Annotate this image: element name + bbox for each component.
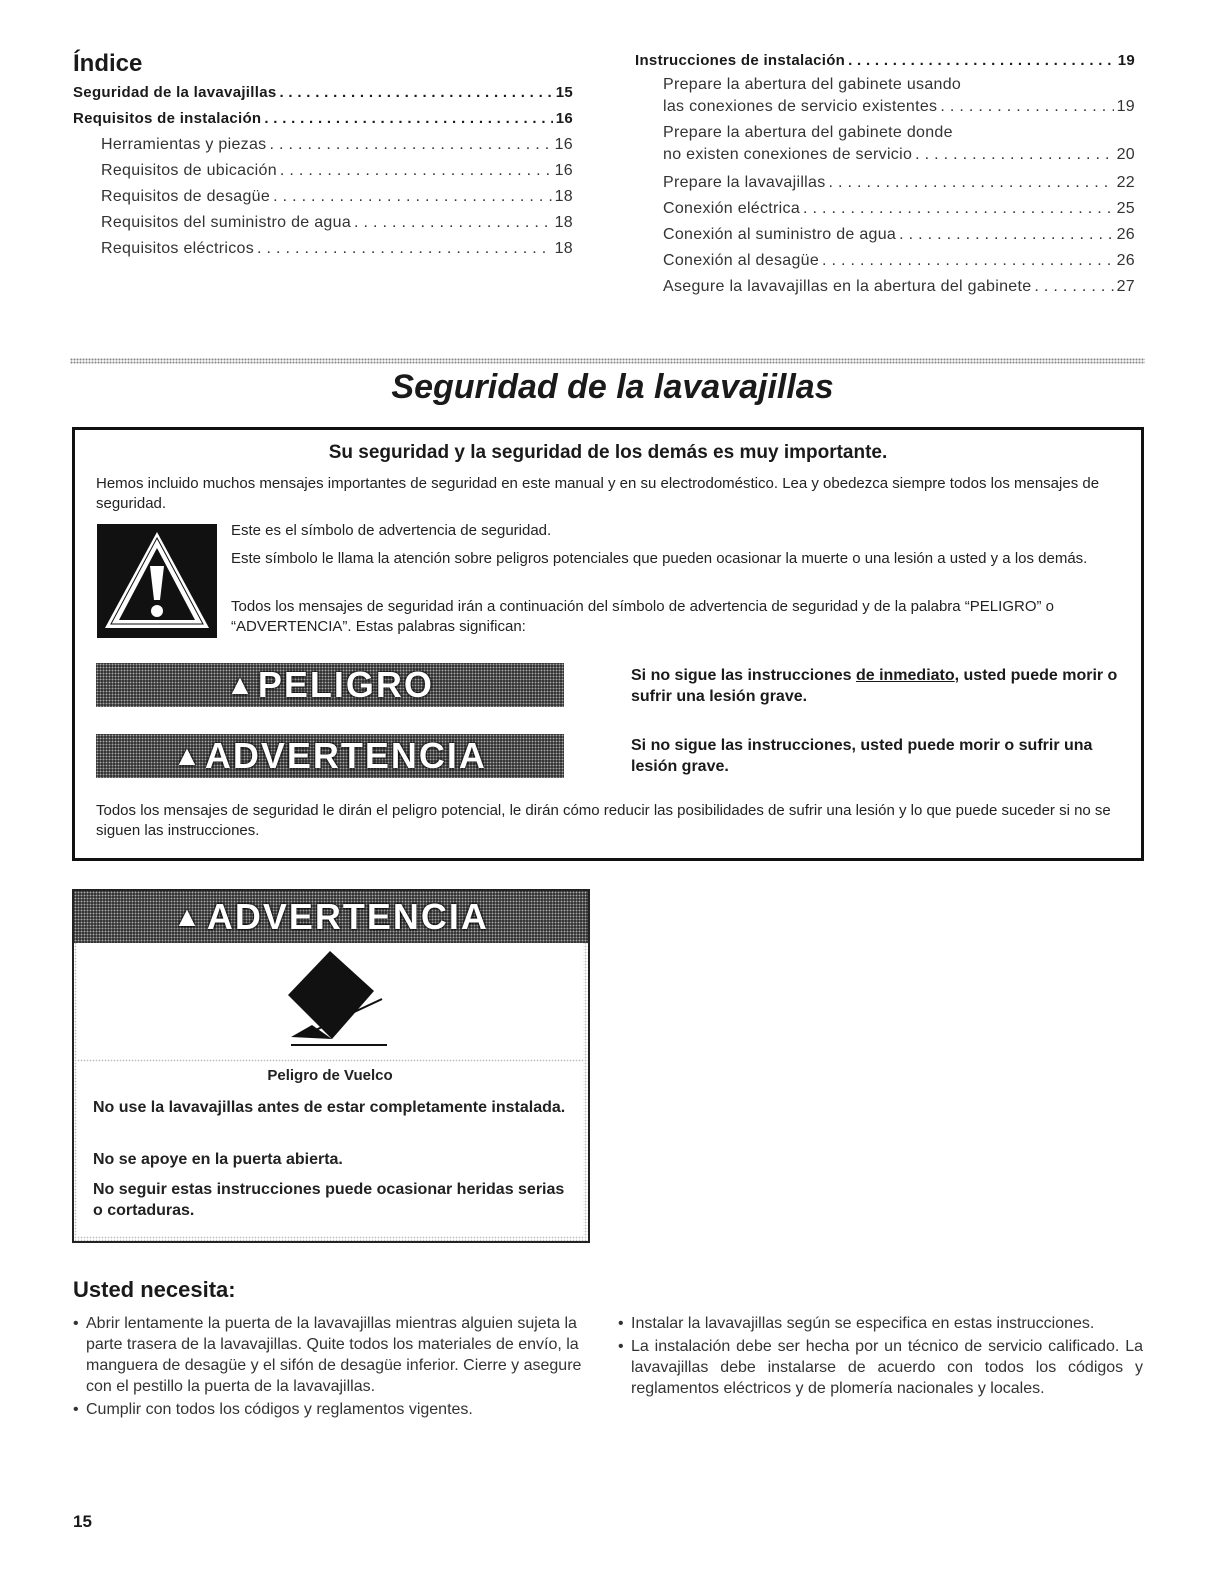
hazard-title: Peligro de Vuelco: [267, 1067, 393, 1084]
toc-item-label: Seguridad de la lavavajillas: [73, 84, 277, 101]
toc-item[interactable]: [73, 236, 573, 262]
toc-item-page: 20: [1116, 146, 1135, 163]
needs-heading: Usted necesita:: [73, 1277, 236, 1302]
needs-right-column: [618, 1313, 1143, 1401]
toc-item-label-line2: las conexiones de servicio existentes: [663, 98, 938, 115]
toc-item[interactable]: [635, 122, 1135, 170]
safety-symbol-text: Este es el símbolo de advertencia de seguridad.: [231, 522, 552, 539]
toc-item[interactable]: [73, 184, 573, 210]
warning-line: No seguir estas instrucciones puede ocasionar heridas serias o cortaduras.: [93, 1181, 565, 1219]
toc-item[interactable]: [635, 222, 1135, 248]
toc-left-column: [73, 80, 573, 262]
alert-triangle-icon: ▲: [226, 669, 256, 700]
toc-item-page: 16: [555, 110, 573, 127]
toc-item-label: Requisitos de instalación: [73, 110, 262, 127]
tip-over-graphic: [77, 943, 583, 1059]
toc-right-column: [635, 48, 1135, 300]
warning-label: ADVERTENCIA: [204, 735, 487, 776]
toc-heading: Índice: [73, 50, 143, 77]
tip-over-icon: [77, 943, 583, 1059]
danger-emphasis: de inmediato: [855, 667, 955, 684]
safety-info-box: [72, 427, 1144, 861]
toc-item-label: Instrucciones de instalación: [635, 52, 846, 69]
alert-triangle-icon: ▲: [173, 901, 203, 932]
toc-item-label-line1: Prepare la abertura del gabinete donde: [663, 124, 953, 141]
toc-item-page: 16: [554, 162, 573, 179]
safety-signal-words-text: Todos los mensajes de seguridad irán a continuación del símbolo de advertencia de seguridad y de la palabra “PELIGRO” o “ADVERTENCIA”. Estas palabras significan:: [231, 598, 1054, 635]
needs-left-column: [73, 1313, 593, 1422]
danger-description: Si no sigue las instrucciones de inmediato, usted puede morir o sufrir una lesión grave.: [631, 667, 1118, 705]
warning-body: [77, 1062, 583, 1236]
toc-item-label: Requisitos de desagüe: [101, 188, 271, 205]
toc-item[interactable]: [635, 74, 1135, 122]
toc-item-label: Requisitos eléctricos: [101, 240, 255, 257]
toc-item[interactable]: [635, 248, 1135, 274]
safety-alert-icon: [97, 524, 217, 638]
toc-item-label: Conexión al desagüe: [663, 252, 820, 269]
toc-item[interactable]: [635, 48, 1135, 74]
toc-item-label: Conexión eléctrica: [663, 200, 801, 217]
section-title: Seguridad de la lavavajillas: [391, 368, 834, 406]
danger-signal-banner: [96, 663, 564, 707]
toc-item-label: Requisitos de ubicación: [101, 162, 277, 179]
toc-item-page: 26: [1116, 252, 1135, 269]
alert-triangle-icon: ▲: [173, 740, 203, 771]
toc-item-page: 22: [1116, 174, 1135, 191]
toc-item-page: 19: [1117, 52, 1135, 69]
toc-item[interactable]: [635, 170, 1135, 196]
page-number: 15: [73, 1512, 92, 1531]
toc-item[interactable]: [73, 132, 573, 158]
warning-header: [74, 891, 588, 943]
needs-item: • La instalación debe ser hecha por un técnico de servicio calificado. La lavavajillas debe instalarse de acuerdo con todos los códigos y reglamentos eléctricos y de plomería nacionales y locales.: [618, 1336, 1143, 1399]
toc-item[interactable]: [73, 210, 573, 236]
needs-item: • Cumplir con todos los códigos y reglamentos vigentes.: [73, 1399, 593, 1420]
toc-item-label-line1: Prepare la abertura del gabinete usando: [663, 76, 962, 93]
toc-item[interactable]: [73, 158, 573, 184]
safety-heading: Su seguridad y la seguridad de los demás es muy importante.: [328, 442, 888, 463]
toc-item[interactable]: [73, 80, 573, 106]
toc-item-page: 16: [554, 136, 573, 153]
needs-item: • Instalar la lavavajillas según se especifica en estas instrucciones.: [618, 1313, 1143, 1334]
toc-item-label: Asegure la lavavajillas en la abertura del gabinete: [663, 278, 1032, 295]
toc-item-page: 18: [554, 188, 573, 205]
danger-label: PELIGRO: [257, 664, 434, 705]
warning-signal-banner: [96, 734, 564, 778]
warning-description: Si no sigue las instrucciones, usted puede morir o sufrir una lesión grave.: [631, 737, 1093, 775]
toc-item-label: Requisitos del suministro de agua: [101, 214, 352, 231]
toc-item-label-line2: no existen conexiones de servicio: [663, 146, 913, 163]
warning-line: No se apoye en la puerta abierta.: [93, 1151, 343, 1168]
toc-item[interactable]: [73, 106, 573, 132]
tip-over-warning-box: [72, 889, 590, 1243]
toc-item-page: 19: [1116, 98, 1135, 115]
safety-symbol-meaning: Este símbolo le llama la atención sobre peligros potenciales que pueden ocasionar la muerte o una lesión a usted y a los demás.: [231, 550, 1088, 567]
toc-item-page: 27: [1116, 278, 1135, 295]
toc-item[interactable]: [635, 274, 1135, 300]
toc-item-label: Herramientas y piezas: [101, 136, 267, 153]
toc-item-page: 26: [1116, 226, 1135, 243]
toc-item-label: Prepare la lavavajillas: [663, 174, 826, 191]
toc-item-page: 18: [554, 214, 573, 231]
toc-item-page: 18: [554, 240, 573, 257]
toc-item-page: 25: [1116, 200, 1135, 217]
warning-header-label: ADVERTENCIA: [206, 896, 489, 937]
safety-outro: Todos los mensajes de seguridad le dirán el peligro potencial, le dirán cómo reducir las posibilidades de sufrir una lesión y lo que puede suceder si no se siguen las instrucciones.: [96, 802, 1111, 839]
toc-item-label: Conexión al suministro de agua: [663, 226, 897, 243]
needs-item: • Abrir lentamente la puerta de la lavavajillas mientras alguien sujeta la parte trasera de la lavavajillas. Quite todos los materiales de envío, la manguera de desagüe y el sifón de desagüe inferior. Cierre y asegure con el pestillo la puerta de la lavavajillas.: [73, 1313, 593, 1397]
safety-intro: Hemos incluido muchos mensajes importantes de seguridad en este manual y en su electrodoméstico. Lea y obedezca siempre todos los mensajes de seguridad.: [96, 475, 1100, 512]
warning-line: No use la lavavajillas antes de estar completamente instalada.: [93, 1099, 566, 1116]
toc-item[interactable]: [635, 196, 1135, 222]
section-divider: [70, 358, 1145, 364]
toc-item-page: 15: [555, 84, 573, 101]
